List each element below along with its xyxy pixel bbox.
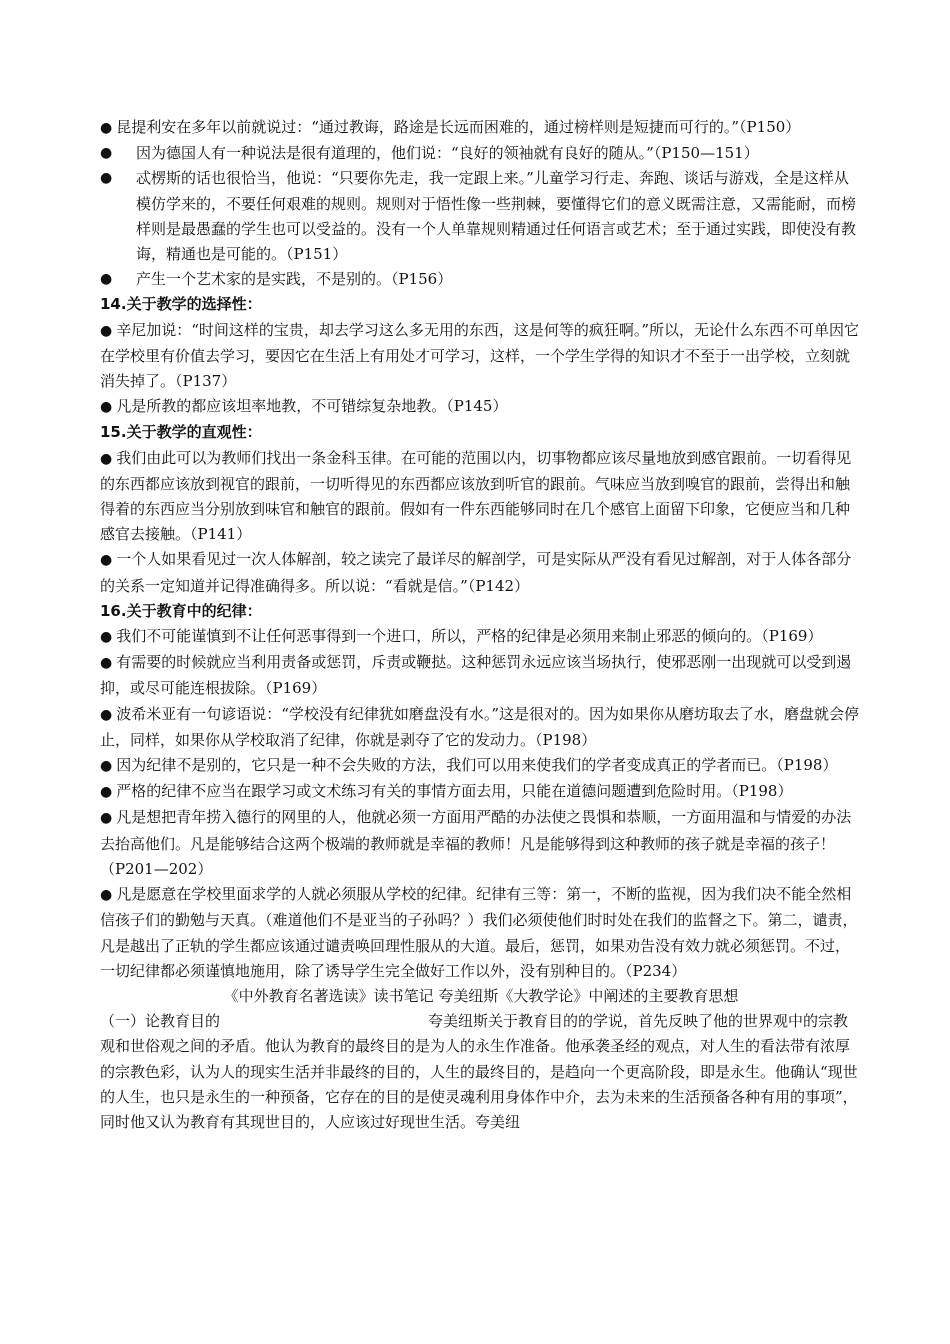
section-heading: 14.关于教学的选择性：: [100, 295, 262, 314]
bullet-paragraph: [100, 882, 862, 984]
section-heading: 15.关于教学的直观性：: [100, 423, 262, 442]
bullet-icon: ●: [100, 552, 113, 569]
paragraph-text: 一个人如果看见过一次人体解剖，较之读完了最详尽的解剖学，可是实际从严没有看见过解剖，对于人体各部分的关系一定知道并记得准确得多。所以说：“看就是信。”（P142）: [100, 550, 852, 595]
bullet-icon: ●: [100, 655, 113, 672]
bullet-icon: ●: [100, 170, 113, 187]
paragraph-text: 昆提利安在多年以前就说过：“通过教诲，路途是长远而困难的，通过榜样则是短捷而可行的。”（P150）: [116, 118, 801, 136]
paragraph-text: 我们由此可以为教师们找出一条金科玉律。在可能的范围以内，切事物都应该尽量地放到感官跟前。一切看得见的东西都应该放到视官的跟前，一切听得见的东西都应该放到听官的跟前。气味应当放到嗅官的跟前，尝得出和触得着的东西应当分别放到味官和触官的跟前。假如有一件东西能够同时在几个感官上面留下印象，它便应当和几种感官去接触。（P141）: [100, 448, 852, 544]
bullet-paragraph: [100, 702, 862, 753]
bullet-icon: ●: [100, 784, 113, 801]
bullet-icon: ●: [100, 399, 113, 416]
notes-section-label: （一）论教育目的: [100, 1012, 221, 1031]
bullet-icon: ●: [100, 887, 113, 904]
bullet-icon: ●: [100, 322, 113, 339]
paragraph-text: 有需要的时候就应当利用责备或惩罚，斥责或鞭挞。这种惩罚永远应该当场执行，使邪恶刚一出现就可以受到遏抑，或尽可能连根拔除。（P169）: [100, 653, 852, 698]
bullet-paragraph: [100, 624, 862, 650]
paragraph-text: 我们不可能谨慎到不让任何恶事得到一个进口，所以，严格的纪律是必须用来制止邪恶的倾向的。（P169）: [116, 627, 823, 646]
paragraph-text: 凡是所教的都应该坦率地教，不可错综复杂地教。（P145）: [116, 397, 508, 416]
bullet-paragraph: [100, 779, 862, 805]
bullet-icon: ●: [100, 629, 113, 646]
bullet-icon: ●: [100, 810, 113, 827]
bullet-paragraph: [100, 267, 862, 292]
bullet-icon: ●: [100, 271, 113, 288]
section-heading: 16.关于教育中的纪律：: [100, 601, 262, 620]
paragraph-text: 产生一个艺术家的是实践，不是别的。（P156）: [136, 270, 453, 289]
notes-paragraph: [100, 1009, 862, 1135]
bullet-icon: ●: [100, 758, 113, 775]
paragraph-text: 凡是愿意在学校里面求学的人就必须服从学校的纪律。纪律有三等：第一，不断的监视，因为我们决不能全然相信孩子们的勤勉与天真。（难道他们不是亚当的子孙吗？）我们必须使他们时时处在我们的监督之下。第二，谴责，凡是越出了正轨的学生都应该通过谴责唤回理性服从的大道。最后，惩罚，如果劝告没有效力就必须惩罚。不过，一切纪律都必须谨慎地施用，除了诱导学生完全做好工作以外，没有别种目的。（P234）: [100, 885, 858, 980]
bullet-icon: ●: [100, 120, 113, 136]
bullet-paragraph: [100, 446, 862, 548]
bullet-paragraph: [100, 805, 862, 882]
bullet-paragraph: [100, 318, 862, 395]
paragraph-text: 严格的纪律不应当在跟学习或文术练习有关的事情方面去用，只能在道德问题遭到危险时用。（P198）: [116, 782, 793, 801]
bullet-paragraph: [100, 547, 862, 598]
bullet-icon: ●: [100, 706, 113, 723]
bullet-icon: ●: [100, 450, 113, 467]
bullet-paragraph: [100, 753, 862, 779]
bullet-paragraph: [100, 394, 862, 420]
paragraph-text: 因为纪律不是别的，它只是一种不会失败的方法，我们可以用来使我们的学者变成真正的学者而已。（P198）: [116, 756, 838, 775]
paragraph-text: 辛尼加说：“时间这样的宝贵，却去学习这么多无用的东西，这是何等的疯狂啊。”所以，无论什么东西不可单因它在学校里有价值去学习，要因它在生活上有用处才可学习，这样，一个学生学得的知识才不至于一出学校，立刻就消失掉了。（P137）: [100, 320, 860, 391]
bullet-icon: ●: [100, 145, 113, 162]
paragraph-text: 因为德国人有一种说法是很有道理的，他们说：“良好的领袖就有良好的随从。”（P150—151）: [136, 144, 759, 163]
notes-title: 《中外教育名著选读》读书笔记 夸美纽斯《大教学论》中阐述的主要教育思想: [223, 986, 739, 1005]
bullet-paragraph: [100, 166, 862, 267]
document-page: [100, 115, 862, 1135]
bullet-paragraph: [100, 115, 862, 141]
paragraph-text: 波希米亚有一句谚语说：“学校没有纪律犹如磨盘没有水。”这是很对的。因为如果你从磨坊取去了水，磨盘就会停止，同样，如果你从学校取消了纪律，你就是剥夺了它的发动力。（P198）: [100, 704, 860, 749]
paragraph-text: 夸美纽斯关于教育目的的学说，首先反映了他的世界观中的宗教观和世俗观之间的矛盾。他认为教育的最终目的是为人的永生作准备。他承袭圣经的观点，对人生的看法带有浓厚的宗教色彩，认为人的现实生活并非最终的目的，人生的最终目的，是趋向一个更高阶段，即是永生。他确认“现世的人生，也只是永生的一种预备，它存在的目的是使灵魂利用身体作中介，去为未来的生活预备各种有用的事项”，同时他又认为教育有其现世目的，人应该过好现世生活。夸美纽: [100, 1012, 858, 1131]
paragraph-text: 凡是想把青年捞入德行的网里的人，他就必须一方面用严酷的办法使之畏惧和恭顺，一方面用温和与情爱的办法去抬高他们。凡是能够结合这两个极端的教师就是幸福的教师！凡是能够得到这种教师的孩子就是幸福的孩子！（P201—202）: [100, 808, 852, 878]
bullet-paragraph: [100, 141, 862, 166]
paragraph-text: 忒楞斯的话也很恰当，他说：“只要你先走，我一定跟上来。”儿童学习行走、奔跑、谈话与游戏，全是这样从模仿学来的，不要任何艰难的规则。规则对于悟性像一些荆棘，要懂得它们的意义既需注意，又需能耐，而榜样则是最愚蠢的学生也可以受益的。没有一个人单靠规则精通过任何语言或艺术；至于通过实践，即使没有教诲，精通也是可能的。（P151）: [136, 169, 857, 264]
bullet-paragraph: [100, 650, 862, 701]
